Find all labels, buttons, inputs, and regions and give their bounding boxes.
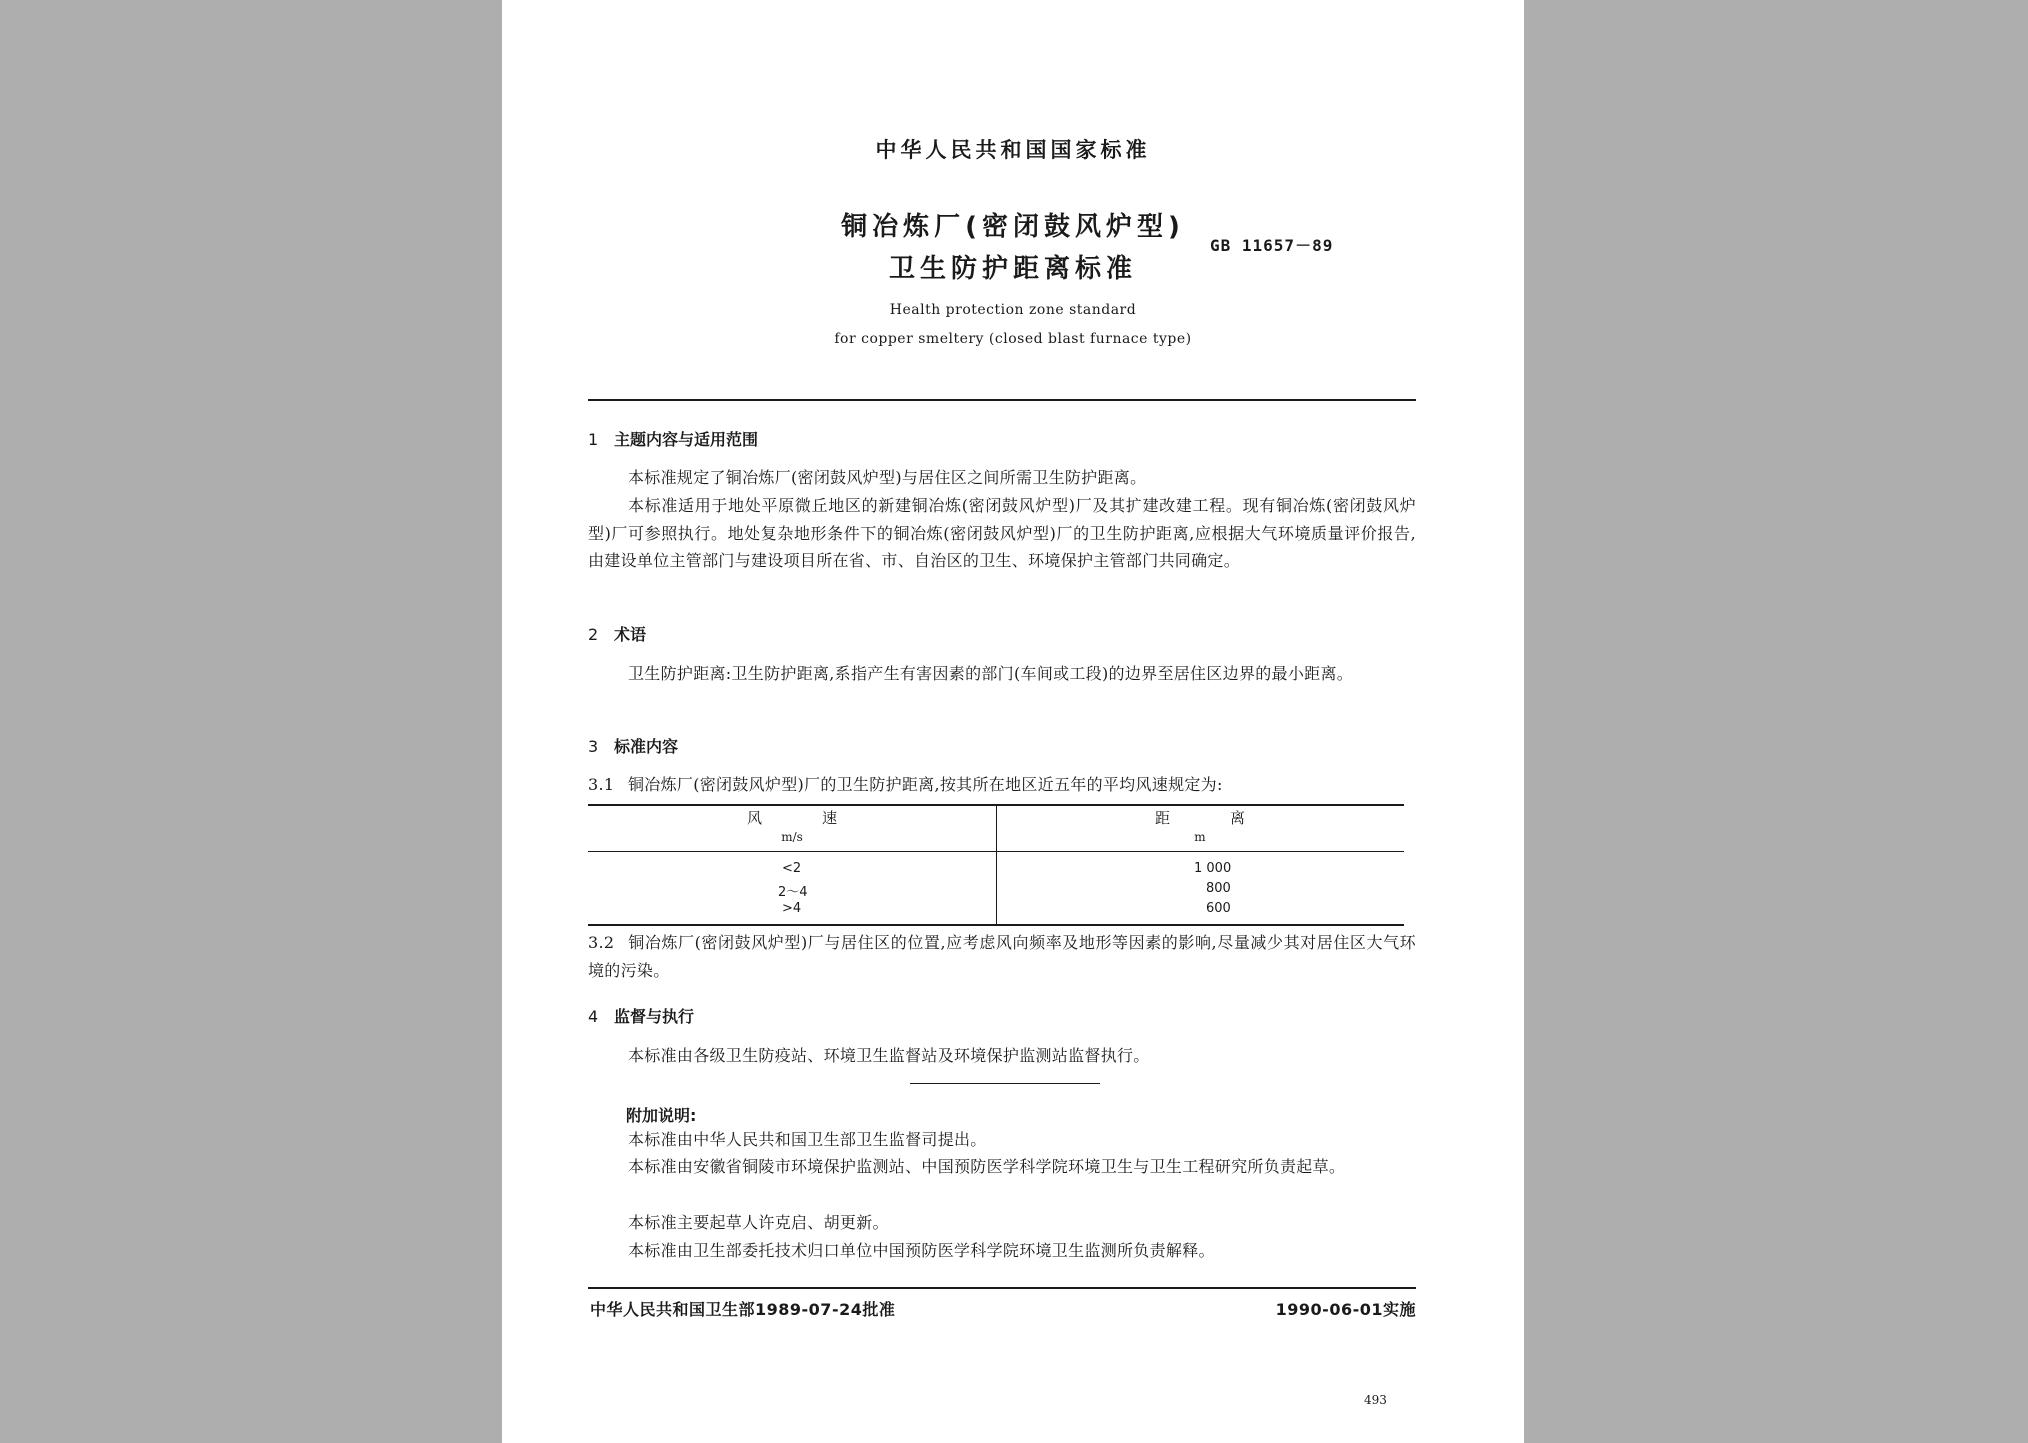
table-header-wind-speed-unit: m/s [781,830,803,844]
section1-heading-text: 主题内容与适用范围 [614,430,759,449]
section1-number: 1 [588,430,599,449]
document-page [502,0,1524,1443]
clause-3-2-number: 3.2 [588,933,615,952]
approval-date: 中华人民共和国卫生部1989-07-24批准 [590,1300,896,1319]
end-of-text-rule [910,1083,1100,1084]
english-title-line2: for copper smeltery (closed blast furnace type) [834,331,1192,347]
section2-number: 2 [588,625,599,644]
section2-heading-text: 术语 [614,625,647,644]
additional-notes-heading: 附加说明: [626,1106,697,1125]
table-row1-distance: 1 000 [1194,861,1232,876]
national-standard-title: 中华人民共和国国家标准 [875,138,1151,162]
table-row2-distance: 800 [1206,881,1231,896]
header-divider [588,399,1416,401]
additional-note2: 本标准由安徽省铜陵市环境保护监测站、中国预防医学科学院环境卫生与卫生工程研究所负责起草。 [628,1157,1346,1176]
additional-note4: 本标准由卫生部委托技术归口单位中国预防医学科学院环境卫生监测所负责解释。 [628,1241,1215,1260]
footer-divider [588,1287,1416,1289]
section2-heading [588,622,646,645]
clause-3-2-text: 铜冶炼厂(密闭鼓风炉型)厂与居住区的位置,应考虑风向频率及地形等因素的影响,尽量减少其对居住区大气环境的污染。 [588,933,1416,980]
effective-date: 1990-06-01实施 [1275,1300,1416,1319]
table-row3-distance: 600 [1206,901,1231,916]
section4-heading-text: 监督与执行 [614,1007,695,1026]
standard-title-line2: 卫生防护距离标准 [888,254,1137,284]
clause-3-2 [588,929,1416,984]
standard-number: GB 11657－89 [1210,236,1334,255]
table-header-distance-unit: m [1194,830,1206,844]
table-row1-speed: <2 [782,861,802,876]
standard-title-line1: 铜冶炼厂(密闭鼓风炉型) [841,212,1185,242]
table-row3-speed: >4 [782,901,802,916]
section1-para1: 本标准规定了铜冶炼厂(密闭鼓风炉型)与居住区之间所需卫生防护距离。 [628,468,1147,487]
section3-heading-text: 标准内容 [614,737,679,756]
section2-para1: 卫生防护距离:卫生防护距离,系指产生有害因素的部门(车间或工段)的边界至居住区边界的最小距离。 [628,664,1354,683]
table-header-distance: 距 离 [1154,809,1245,827]
table-bottom-rule [588,924,1404,926]
section1-heading [588,427,758,450]
clause-3-1-number: 3.1 [588,775,615,794]
section3-number: 3 [588,737,599,756]
table-header-wind-speed: 风 速 [746,809,837,827]
clause-3-1 [588,771,1416,799]
page-number: 493 [1364,1393,1387,1407]
table-row2-speed: 2～4 [778,885,808,900]
clause-3-1-text: 铜冶炼厂(密闭鼓风炉型)厂的卫生防护距离,按其所在地区近五年的平均风速规定为: [628,775,1223,794]
section4-number: 4 [588,1007,599,1026]
section3-heading [588,734,678,757]
additional-note1: 本标准由中华人民共和国卫生部卫生监督司提出。 [628,1130,987,1149]
english-title-line1: Health protection zone standard [889,302,1137,318]
additional-note3: 本标准主要起草人许克启、胡更新。 [628,1213,889,1232]
section4-para1: 本标准由各级卫生防疫站、环境卫生监督站及环境保护监测站监督执行。 [628,1046,1150,1065]
section4-heading [588,1004,694,1027]
section1-para2: 本标准适用于地处平原微丘地区的新建铜冶炼(密闭鼓风炉型)厂及其扩建改建工程。现有铜冶炼(密闭鼓风炉型)厂可参照执行。地处复杂地形条件下的铜冶炼(密闭鼓风炉型)厂的卫生防护距离,应根据大气环境质量评价报告,由建设单位主管部门与建设项目所在省、市、自治区的卫生、环境保护主管部门共同确定。 [588,496,1416,570]
wind-distance-table [588,804,1404,926]
